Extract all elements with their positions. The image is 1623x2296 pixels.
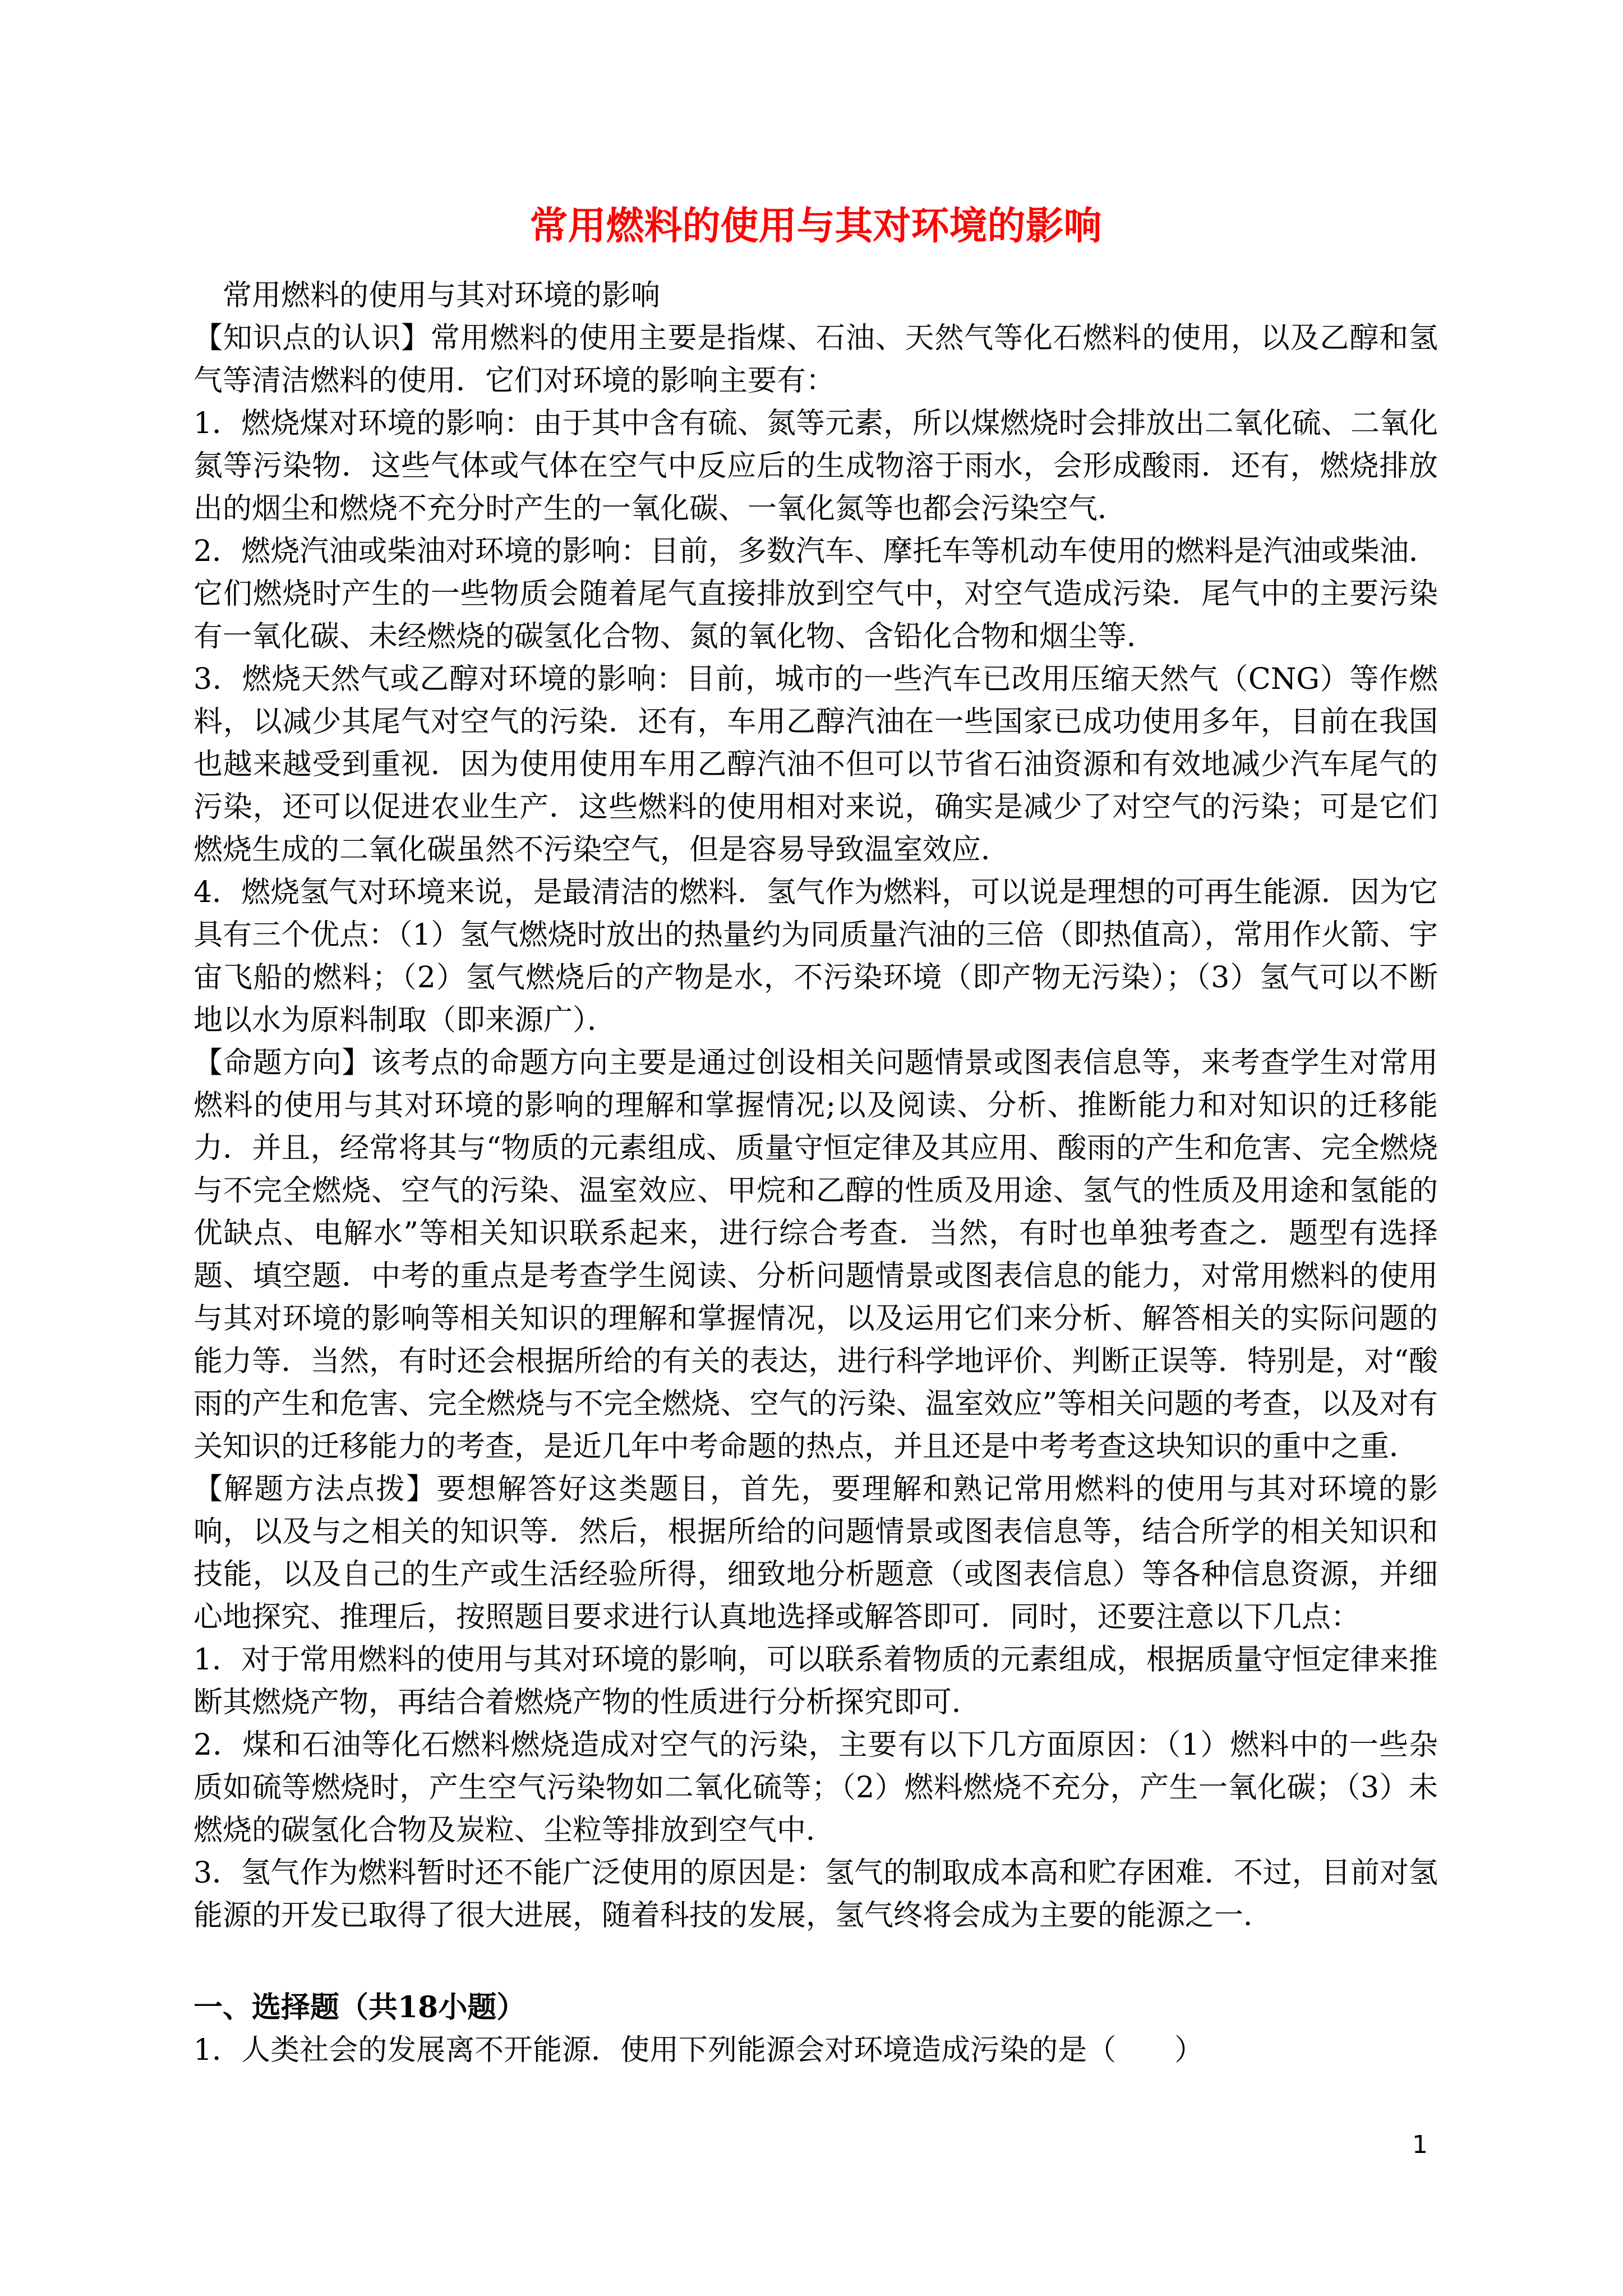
document-title: 常用燃料的使用与其对环境的影响 <box>529 204 1102 249</box>
paragraph-coal-impact: 1．燃烧煤对环境的影响：由于其中含有硫、氮等元素，所以煤燃烧时会排放出二氧化硫、二氧化氮等污染物．这些气体或气体在空气中反应后的生成物溶于雨水，会形成酸雨．还有，燃烧排放出的烟尘和燃烧不充分时产生的一氧化碳、一氧化氮等也都会污染空气． <box>193 407 1438 526</box>
paragraph-note-1: 1．对于常用燃料的使用与其对环境的影响，可以联系着物质的元素组成，根据质量守恒定律来推断其燃烧产物，再结合着燃烧产物的性质进行分析探究即可． <box>193 1643 1438 1720</box>
document-subtitle: 常用燃料的使用与其对环境的影响 <box>223 279 661 313</box>
question-1: 1．人类社会的发展离不开能源．使用下列能源会对环境造成污染的是（ ） <box>193 2033 1204 2068</box>
paragraph-exam-direction: 【命题方向】该考点的命题方向主要是通过创设相关问题情景或图表信息等，来考查学生对常用燃料的使用与其对环境的影响的理解和掌握情况;以及阅读、分析、推断能力和对知识的迁移能力．并且，经常将其与“物质的元素组成、质量守恒定律及其应用、酸雨的产生和危害、完全燃烧与不完全燃烧、空气的污染、温室效应、甲烷和乙醇的性质及用途、氢气的性质及用途和氢能的优缺点、电解水”等相关知识联系起来，进行综合考查．当然，有时也单独考查之．题型有选择题、填空题．中考的重点是考查学生阅读、分析问题情景或图表信息的能力，对常用燃料的使用与其对环境的影响等相关知识的理解和掌握情况，以及运用它们来分析、解答相关的实际问题的能力等．当然，有时还会根据所给的有关的表达，进行科学地评价、判断正误等．特别是，对“酸雨的产生和危害、完全燃烧与不完全燃烧、空气的污染、温室效应”等相关问题的考查，以及对有关知识的迁移能力的考查，是近几年中考命题的热点，并且还是中考考查这块知识的重中之重． <box>193 1046 1438 1464</box>
paragraph-note-3: 3．氢气作为燃料暂时还不能广泛使用的原因是：氢气的制取成本高和贮存困难．不过，目前对氢能源的开发已取得了很大进展，随着科技的发展，氢气终将会成为主要的能源之一． <box>193 1856 1438 1933</box>
page-number: 1 <box>1412 2131 1428 2159</box>
paragraph-hydrogen-impact: 4．燃烧氢气对环境来说，是最清洁的燃料．氢气作为燃料，可以说是理想的可再生能源．因为它具有三个优点：（1）氢气燃烧时放出的热量约为同质量汽油的三倍（即热值高），常用作火箭、宇宙飞船的燃料；（2）氢气燃烧后的产物是水，不污染环境（即产物无污染）；（3）氢气可以不断地以水为原料制取（即来源广）． <box>193 876 1438 1038</box>
paragraph-natural-gas-ethanol-impact: 3．燃烧天然气或乙醇对环境的影响：目前，城市的一些汽车已改用压缩天然气（CNG）等作燃料，以减少其尾气对空气的污染．还有，车用乙醇汽油在一些国家已成功使用多年，目前在我国也越来越受到重视．因为使用使用车用乙醇汽油不但可以节省石油资源和有效地减少汽车尾气的污染，还可以促进农业生产．这些燃料的使用相对来说，确实是减少了对空气的污染；可是它们燃烧生成的二氧化碳虽然不污染空气，但是容易导致温室效应． <box>193 662 1438 867</box>
paragraph-solving-method: 【解题方法点拨】要想解答好这类题目，首先，要理解和熟记常用燃料的使用与其对环境的影响，以及与之相关的知识等．然后，根据所给的问题情景或图表信息等，结合所学的相关知识和技能，以及自己的生产或生活经验所得，细致地分析题意（或图表信息）等各种信息资源，并细心地探究、推理后，按照题目要求进行认真地选择或解答即可．同时，还要注意以下几点： <box>193 1473 1438 1635</box>
paragraph-knowledge-points: 【知识点的认识】常用燃料的使用主要是指煤、石油、天然气等化石燃料的使用，以及乙醇和氢气等清洁燃料的使用．它们对环境的影响主要有： <box>193 321 1438 398</box>
paragraph-note-2: 2．煤和石油等化石燃料燃烧造成对空气的污染，主要有以下几方面原因：（1）燃料中的一些杂质如硫等燃烧时，产生空气污染物如二氧化硫等；（2）燃料燃烧不充分，产生一氧化碳；（3）未燃烧的碳氢化合物及炭粒、尘粒等排放到空气中． <box>193 1728 1438 1848</box>
section-heading-multiple-choice: 一、选择题（共18小题） <box>193 1990 526 2025</box>
paragraph-gasoline-diesel-impact: 2．燃烧汽油或柴油对环境的影响：目前，多数汽车、摩托车等机动车使用的燃料是汽油或柴油．它们燃烧时产生的一些物质会随着尾气直接排放到空气中，对空气造成污染．尾气中的主要污染有一氧化碳、未经燃烧的碳氢化合物、氮的氧化物、含铅化合物和烟尘等． <box>193 535 1438 654</box>
